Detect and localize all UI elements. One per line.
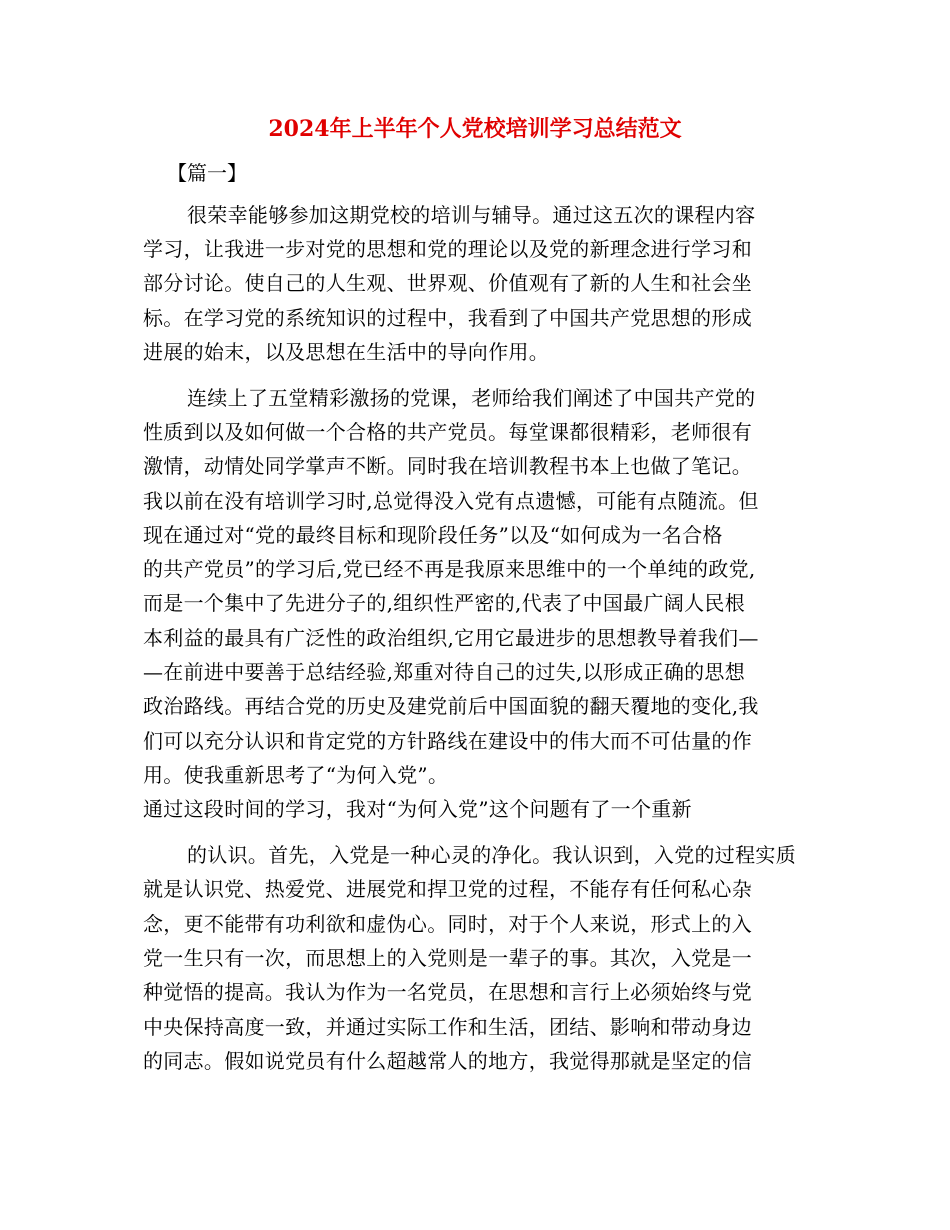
- paragraph-line: 的同志。假如说党员有什么超越常人的地方，我觉得那就是坚定的信: [143, 1049, 752, 1073]
- paragraph-line: 标。在学习党的系统知识的过程中，我看到了中国共产党思想的形成: [143, 306, 752, 330]
- paragraph-line: 本利益的最具有广泛性的政治组织,它用它最进步的思想教导着我们—: [143, 626, 759, 650]
- paragraph-line: 很荣幸能够参加这期党校的培训与辅导。通过这五次的课程内容: [187, 203, 756, 227]
- paragraph-line: 政治路线。再结合党的历史及建党前后中国面貌的翻天覆地的变化,我: [143, 694, 759, 718]
- paragraph-line: 念，更不能带有功利欲和虚伪心。同时，对于个人来说，形式上的入: [143, 912, 752, 936]
- paragraph-line: 的认识。首先，入党是一种心灵的净化。我认识到，入党的过程实质: [187, 843, 796, 867]
- paragraph-line: 现在通过对“党的最终目标和现阶段任务”以及“如何成为一名合格: [143, 523, 723, 547]
- paragraph-line: 连续上了五堂精彩激扬的党课，老师给我们阐述了中国共产党的: [187, 386, 756, 410]
- paragraph-line: 部分讨论。使自己的人生观、世界观、价值观有了新的人生和社会坐: [143, 271, 752, 295]
- paragraph-line: 中央保持高度一致，并通过实际工作和生活，团结、影响和带动身边: [143, 1015, 752, 1039]
- paragraph-line: —在前进中要善于总结经验,郑重对待自己的过失,以形成正确的思想: [143, 660, 746, 684]
- paragraph-line: 学习，让我进一步对党的思想和党的理论以及党的新理念进行学习和: [143, 237, 752, 261]
- paragraph-line: 们可以充分认识和肯定党的方针路线在建设中的伟大而不可估量的作: [143, 729, 752, 753]
- document-title: 2024年上半年个人党校培训学习总结范文: [268, 116, 682, 142]
- paragraph-line: 种觉悟的提高。我认为作为一名党员，在思想和言行上必须始终与党: [143, 980, 752, 1004]
- paragraph-line: 性质到以及如何做一个合格的共产党员。每堂课都很精彩，老师很有: [143, 420, 752, 444]
- paragraph-line: 党一生只有一次，而思想上的入党则是一辈子的事。其次，入党是一: [143, 946, 752, 970]
- paragraph-line: 进展的始末，以及思想在生活中的导向作用。: [143, 340, 549, 364]
- paragraph-line: 用。使我重新思考了“为何入党”。: [143, 763, 449, 787]
- section-heading: 【篇一】: [167, 161, 247, 185]
- paragraph-line: 而是一个集中了先进分子的,组织性严密的,代表了中国最广阔人民根: [143, 591, 746, 615]
- paragraph-line: 我以前在没有培训学习时,总觉得没入党有点遗憾，可能有点随流。但: [143, 489, 759, 513]
- paragraph-line: 就是认识党、热爱党、进展党和捍卫党的过程，不能存有任何私心杂: [143, 877, 752, 901]
- paragraph-line: 激情，动情处同学掌声不断。同时我在培训教程书本上也做了笔记。: [143, 454, 752, 478]
- paragraph-line: 的共产党员”的学习后,党已经不再是我原来思维中的一个单纯的政党,: [143, 557, 756, 581]
- paragraph-line: 通过这段时间的学习，我对“为何入党”这个问题有了一个重新: [143, 797, 692, 821]
